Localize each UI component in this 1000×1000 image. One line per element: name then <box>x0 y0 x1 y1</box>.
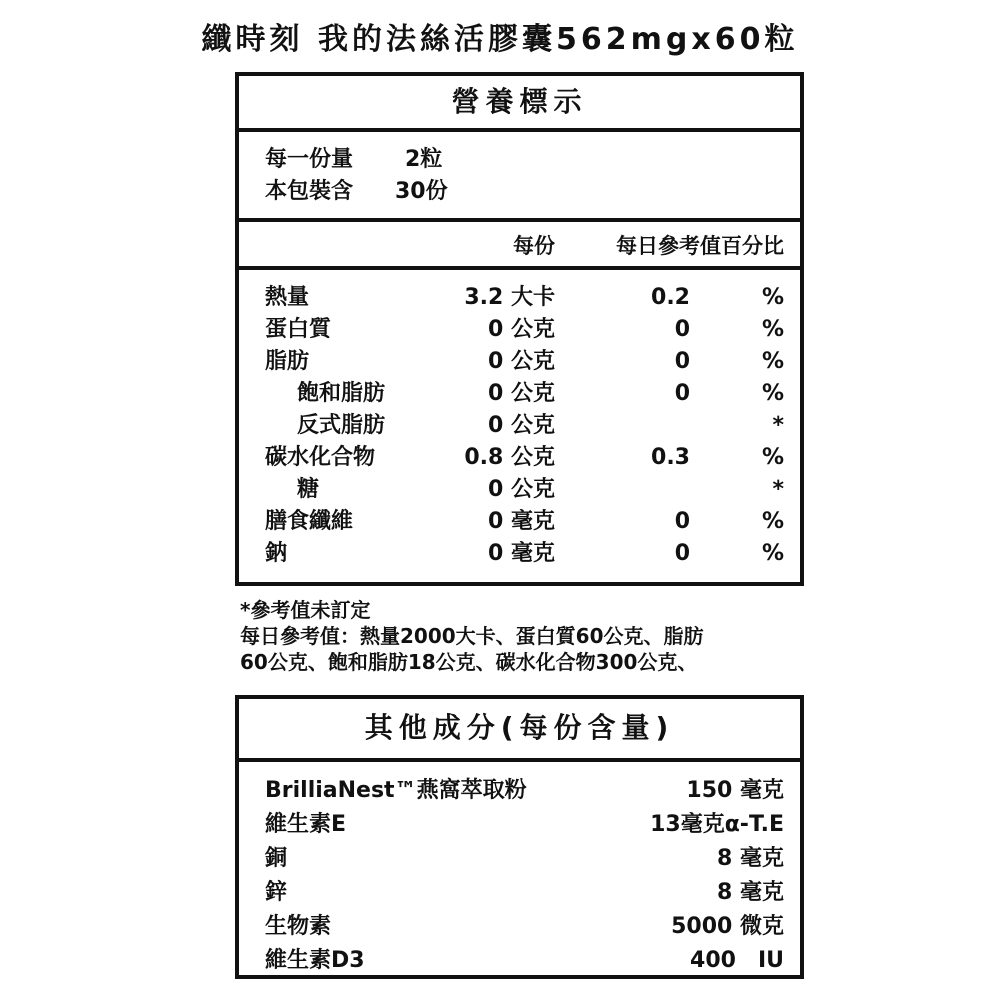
nutrient-row <box>239 538 800 570</box>
nutrient-dv-unit: % <box>761 445 784 470</box>
nutrient-amount: 0 公克 <box>488 381 555 406</box>
nutrient-row <box>239 346 800 378</box>
nutrient-dv-value: 0 <box>674 509 690 534</box>
ingredient-value: 400 IU <box>690 948 784 973</box>
ingredient-row <box>239 876 800 910</box>
column-headers <box>239 222 800 270</box>
ingredient-value: 13毫克α-T.E <box>650 812 784 837</box>
nutrient-amount: 0 公克 <box>488 349 555 374</box>
footnote: 每日參考值：熱量2000大卡、蛋白質60公克、脂肪 <box>240 624 704 648</box>
nutrient-amount: 0 公克 <box>488 413 555 438</box>
nutrient-label: 鈉 <box>265 541 288 566</box>
nutrient-row <box>239 410 800 442</box>
nutrient-row <box>239 314 800 346</box>
nutrient-label: 碳水化合物 <box>265 445 376 470</box>
nutrient-dv-value: 0.2 <box>651 285 690 310</box>
ingredient-label: BrilliaNest™燕窩萃取粉 <box>265 778 527 803</box>
nutrient-dv-unit: % <box>761 541 784 566</box>
footnotes <box>240 597 704 675</box>
nutrient-rows <box>239 270 800 570</box>
ingredient-label: 生物素 <box>265 914 332 939</box>
nutrient-label: 飽和脂肪 <box>297 381 386 406</box>
product-title: 纖時刻 我的法絲活膠囊562mgx60粒 <box>201 22 799 57</box>
nutrient-label: 熱量 <box>265 285 310 310</box>
footnote: 60公克、飽和脂肪18公克、碳水化合物300公克、 <box>240 650 698 674</box>
nutrient-row <box>239 378 800 410</box>
nutrient-dv-value: 0 <box>674 317 690 342</box>
nutrient-row <box>239 506 800 538</box>
ingredient-label: 維生素D3 <box>265 948 365 973</box>
nutrient-row <box>239 474 800 506</box>
serving-size-value: 2粒 <box>405 147 443 172</box>
ingredient-value: 150 毫克 <box>686 778 784 803</box>
ingredient-rows <box>239 762 800 978</box>
footnote: *參考值未訂定 <box>240 598 371 622</box>
other-header: 其他成分(每份含量) <box>239 699 800 762</box>
ingredient-row <box>239 910 800 944</box>
serving-info <box>239 132 800 222</box>
ingredient-row <box>239 944 800 978</box>
ingredient-label: 銅 <box>265 846 288 871</box>
nutrient-amount: 0.8 公克 <box>464 445 555 470</box>
ingredient-row <box>239 774 800 808</box>
nutrient-dv-value: 0 <box>674 541 690 566</box>
nutrient-label: 反式脂肪 <box>297 413 386 438</box>
nutrient-label: 糖 <box>297 477 320 502</box>
ingredient-row <box>239 842 800 876</box>
nutrient-dv-unit: * <box>772 413 784 438</box>
other-ingredients-table <box>235 695 804 979</box>
col-per-serving: 每份 <box>513 234 555 258</box>
nutrient-dv-unit: % <box>761 381 784 406</box>
nutrient-label: 脂肪 <box>265 349 310 374</box>
nutrient-dv-value: 0.3 <box>651 445 690 470</box>
nutrient-dv-unit: % <box>761 509 784 534</box>
servings-value: 30份 <box>395 179 448 204</box>
nutrient-dv-unit: % <box>761 285 784 310</box>
nutrient-amount: 0 毫克 <box>488 541 555 566</box>
nutrient-dv-unit: * <box>772 477 784 502</box>
nutrition-header: 營養標示 <box>239 76 800 132</box>
nutrient-row <box>239 442 800 474</box>
ingredient-value: 8 毫克 <box>717 846 784 871</box>
nutrition-facts-table <box>235 72 804 586</box>
ingredient-label: 維生素E <box>265 812 347 837</box>
nutrient-dv-unit: % <box>761 317 784 342</box>
servings-label: 本包裝含 <box>265 179 354 204</box>
nutrient-row <box>239 282 800 314</box>
nutrient-amount: 0 公克 <box>488 317 555 342</box>
ingredient-value: 5000 微克 <box>671 914 784 939</box>
nutrient-amount: 3.2 大卡 <box>464 285 555 310</box>
ingredient-label: 鋅 <box>265 880 288 905</box>
serving-size-label: 每一份量 <box>265 147 354 172</box>
ingredient-value: 8 毫克 <box>717 880 784 905</box>
nutrient-dv-value: 0 <box>674 349 690 374</box>
ingredient-row <box>239 808 800 842</box>
nutrient-amount: 0 毫克 <box>488 509 555 534</box>
nutrient-label: 膳食纖維 <box>265 509 354 534</box>
nutrient-dv-unit: % <box>761 349 784 374</box>
col-daily-value: 每日參考值百分比 <box>616 234 784 258</box>
nutrient-dv-value: 0 <box>674 381 690 406</box>
nutrient-amount: 0 公克 <box>488 477 555 502</box>
nutrient-label: 蛋白質 <box>265 317 332 342</box>
